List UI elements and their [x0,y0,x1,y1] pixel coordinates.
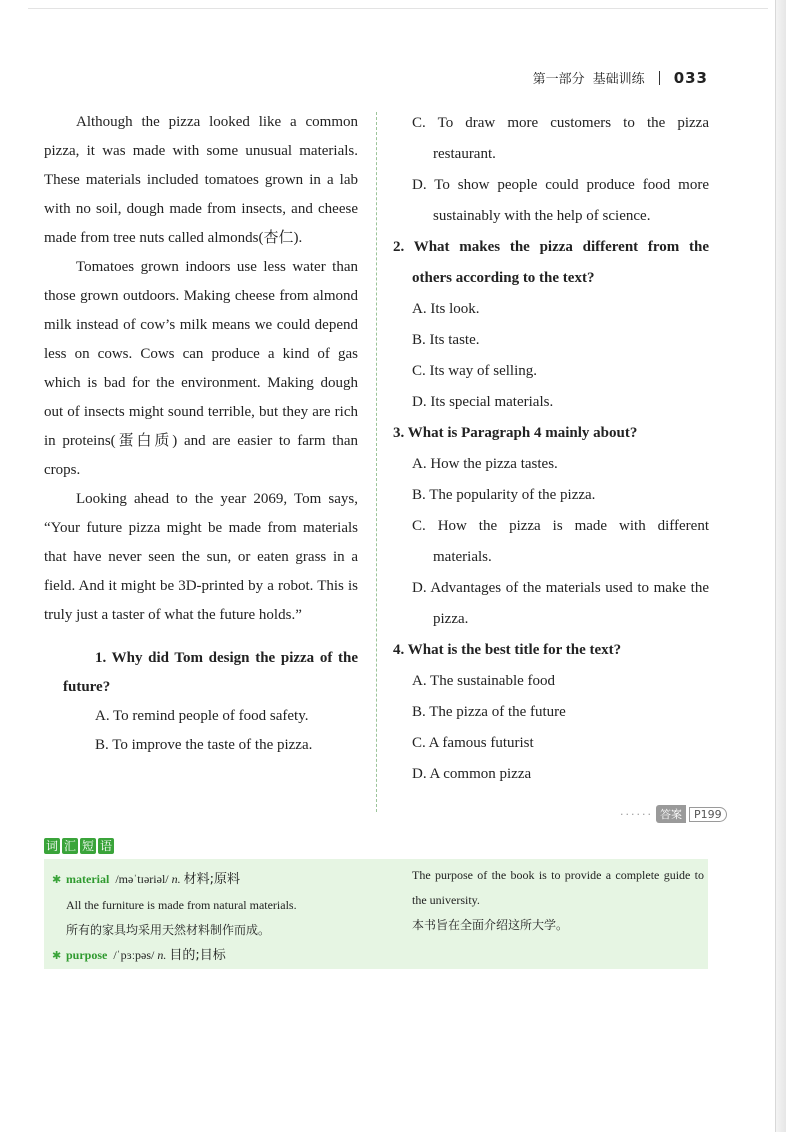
question-option[interactable]: C. A famous futurist [412,735,534,751]
vocab-title-char: 汇 [63,839,76,853]
question-option[interactable]: C. To draw more customers to the pizza restaurant. [412,115,709,162]
vocab-title-char: 语 [99,839,112,853]
passage-paragraph: Tomatoes grown indoors use less water than those grown outdoors. Making cheese from almond milk instead of cow’s milk means we could depend less on cows. Cows can produce a kind of gas which is bad for the environment. Making dough out of insects might sound terrible, but they are rich in proteins(蛋白质) and are easier to farm than crops. [44,259,358,478]
question-stem: 1. Why did Tom design the pizza of the future? [63,650,358,695]
bullet-star-icon: ✱ [52,874,62,886]
header-section: 第一部分 [532,72,585,87]
question-option[interactable]: A. The sustainable food [412,673,556,689]
answer-page: P199 [689,807,727,822]
vocab-meaning: 目的;目标 [169,948,226,963]
question-stem: 3. What is Paragraph 4 mainly about? [393,425,638,441]
answer-reference[interactable] [620,805,727,823]
question-option[interactable]: D. Advantages of the materials used to make the pizza. [412,580,709,627]
right-column [393,108,709,790]
vocab-box [44,859,708,969]
vocab-example-en: The purpose of the book is to provide a complete guide to the university. [412,868,704,907]
vocab-pos: n. [157,948,167,962]
vocab-phonetic: /məˈtɪəriəl/ [115,872,169,886]
question-option[interactable]: B. To improve the taste of the pizza. [95,737,313,753]
vocab-example-cn: 本书旨在全面介绍这所大学。 [412,918,569,932]
question-option[interactable]: B. The popularity of the pizza. [412,487,596,503]
vocab-title-char: 短 [81,839,94,853]
question-stem: 4. What is the best title for the text? [393,642,622,658]
question-option[interactable]: A. Its look. [412,301,480,317]
vocab-section-title [44,838,114,854]
vocab-word: material [66,872,110,886]
question-option[interactable]: C. How the pizza is made with different materials. [412,518,709,565]
leader-dots: ······ [620,807,653,821]
question-stem: 2. What makes the pizza different from the others according to the text? [393,239,709,286]
vocab-right [412,863,704,938]
question-option[interactable]: D. Its special materials. [412,394,554,410]
passage-paragraph: Although the pizza looked like a common pizza, it was made with some unusual materials. These materials included tomatoes grown in a lab with no soil, dough made from insects, and cheese made from tree nuts called almonds(杏仁). [44,114,358,246]
header-subsection: 基础训练 [592,72,645,87]
vocab-meaning: 材料;原料 [183,872,241,887]
vocab-entry-header [52,943,392,969]
vocab-pos: n. [171,872,181,886]
left-column [44,108,358,760]
vocab-word: purpose [66,948,108,962]
top-edge-line [28,8,768,9]
answer-label: 答案 [656,805,686,823]
question-option[interactable]: B. Its taste. [412,332,480,348]
vocab-entry-header [52,867,392,893]
vocab-left [52,867,392,969]
passage-paragraph: Looking ahead to the year 2069, Tom says, “Your future pizza might be made from materials that have never seen the sun, or eaten grass in a field. And it might be 3D-printed by a robot. This is truly just a taster of what the future holds.” [44,491,358,623]
bullet-star-icon: ✱ [52,950,62,962]
page-header [533,68,708,87]
question-option[interactable]: C. Its way of selling. [412,363,537,379]
question-option[interactable]: A. How the pizza tastes. [412,456,558,472]
question-option[interactable]: B. The pizza of the future [412,704,566,720]
vocab-phonetic: /ˈpɜːpəs/ [113,948,155,962]
vocab-title-char: 词 [45,839,58,853]
header-separator [659,71,660,85]
vocab-example-en: All the furniture is made from natural materials. [66,898,297,912]
vocab-example-cn: 所有的家具均采用天然材料制作而成。 [66,923,271,937]
column-divider [376,112,377,812]
question-option[interactable]: D. A common pizza [412,766,532,782]
page-number: 033 [673,68,708,87]
question-option[interactable]: A. To remind people of food safety. [95,708,309,724]
page-edge [775,0,786,1132]
question-option[interactable]: D. To show people could produce food more sustainably with the help of science. [412,177,709,224]
